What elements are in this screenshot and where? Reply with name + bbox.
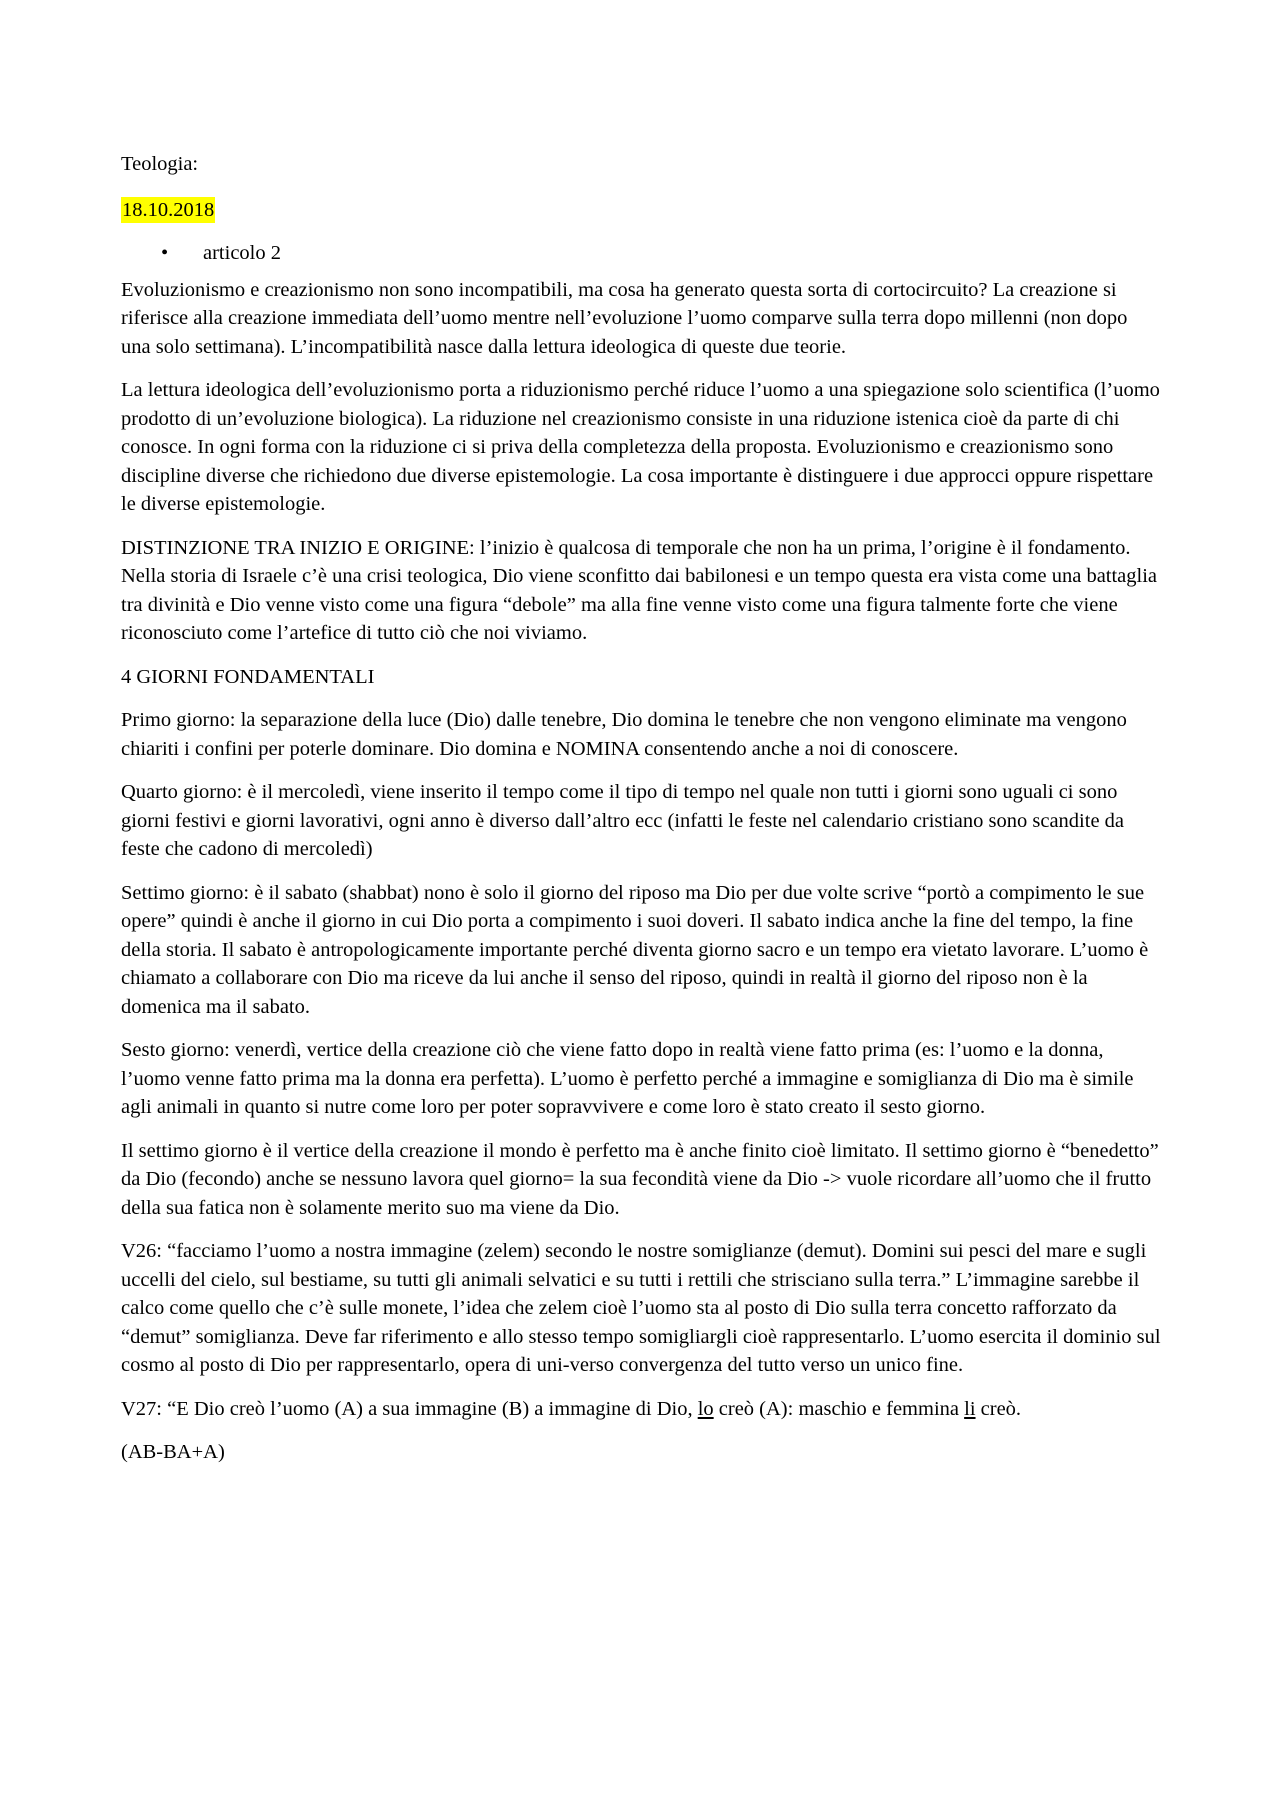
- bullet-list: [121, 239, 1161, 268]
- underlined-word-li: li: [964, 1397, 976, 1420]
- paragraph-evoluzionismo: Evoluzionismo e creazionismo non sono incompatibili, ma cosa ha generato questa sorta di cortocircuito? La creazione si riferisce alla creazione immediata dell’uomo mentre nell’evoluzione l’uomo comparve sulla terra dopo millenni (non dopo una solo settimana). L’incompatibilità nasce dalla lettura ideologica di queste due teorie.: [121, 278, 1128, 358]
- paragraph-vertice-creazione: Il settimo giorno è il vertice della creazione il mondo è perfetto ma è anche finito cioè limitato. Il settimo giorno è “benedetto” da Dio (fecondo) anche se nessuno lavora quel giorno= la sua fecondità viene da Dio -> vuole ricordare all’uomo che il frutto della sua fatica non è solamente merito suo ma viene da Dio.: [121, 1139, 1159, 1219]
- paragraph-lettura-ideologica: La lettura ideologica dell’evoluzionismo porta a riduzionismo perché riduce l’uomo a una spiegazione solo scientifica (l’uomo prodotto di un’evoluzione biologica). La riduzione nel creazionismo consiste in una riduzione istenica cioè da parte di chi conosce. In ogni forma con la riduzione ci si priva della completezza della proposta. Evoluzionismo e creazionismo sono discipline diverse che richiedono due diverse epistemologie. La cosa importante è distinguere i due approcci oppure rispettare le diverse epistemologie.: [121, 379, 1160, 515]
- underlined-word-lo: lo: [697, 1397, 714, 1420]
- paragraph-sesto-giorno: Sesto giorno: venerdì, vertice della creazione ciò che viene fatto dopo in realtà viene fatto prima (es: l’uomo e la donna, l’uomo venne fatto prima ma la donna era perfetta). L’uomo è perfetto perché a immagine e somiglianza di Dio ma è simile agli animali in quanto si nutre come loro per poter sopravvivere e come loro è stato creato il sesto giorno.: [121, 1039, 1134, 1118]
- v27-text-2: creò (A): maschio e femmina: [713, 1397, 965, 1420]
- document-page: [121, 150, 1161, 1482]
- section-heading-giorni: 4 GIORNI FONDAMENTALI: [121, 665, 375, 688]
- v27-text-3: creò.: [975, 1397, 1022, 1420]
- bullet-icon: •: [161, 242, 169, 264]
- highlighted-date: 18.10.2018: [122, 198, 215, 221]
- paragraph-settimo-giorno: Settimo giorno: è il sabato (shabbat) nono è solo il giorno del riposo ma Dio per due volte scrive “portò a compimento le sue opere” quindi è anche il giorno in cui Dio porta a compimento i suoi doveri. Il sabato indica anche la fine del tempo, la fine della storia. Il sabato è antropologicamente importante perché diventa giorno sacro e un tempo era vietato lavorare. L’uomo è chiamato a collaborare con Dio ma riceve da lui anche il senso del riposo, quindi in realtà il giorno del riposo non è la domenica ma il sabato.: [121, 881, 1149, 1018]
- paragraph-v27: [121, 1395, 1161, 1424]
- date-line: [121, 196, 1161, 225]
- paragraph-primo-giorno: Primo giorno: la separazione della luce (Dio) dalle tenebre, Dio domina le tenebre che non vengono eliminate ma vengono chiariti i confini per poterle dominare. Dio domina e NOMINA consentendo anche a noi di conoscere.: [121, 709, 1127, 760]
- paragraph-v26: V26: “facciamo l’uomo a nostra immagine (zelem) secondo le nostre somiglianze (demut). Domini sui pesci del mare e sugli uccelli del cielo, sul bestiame, su tutti gli animali selvatici e su tutti i rettili che strisciano sulla terra.” L’immagine sarebbe il calco come quello che c’è sulle monete, l’idea che zelem cioè l’uomo sta al posto di Dio sulla terra concetto rafforzato da “demut” somiglianza. Deve far riferimento e allo stesso tempo somigliargli cioè rappresentarlo. L’uomo esercita il dominio sul cosmo al posto di Dio per rappresentarlo, opera di uni-verso convergenza del tutto verso un unico fine.: [121, 1240, 1161, 1376]
- document-title: Teologia:: [121, 153, 199, 175]
- list-item: [121, 239, 1161, 268]
- list-item-text: articolo 2: [203, 242, 281, 264]
- paragraph-quarto-giorno: Quarto giorno: è il mercoledì, viene inserito il tempo come il tipo di tempo nel quale non tutti i giorni sono uguali ci sono giorni festivi e giorni lavorativi, ogni anno è diverso dall’altro ecc (infatti le feste nel calendario cristiano sono scandite da feste che cadono di mercoledì): [121, 781, 1125, 860]
- paragraph-inizio-origine: DISTINZIONE TRA INIZIO E ORIGINE: l’inizio è qualcosa di temporale che non ha un prima, l’origine è il fondamento. Nella storia di Israele c’è una crisi teologica, Dio viene sconfitto dai babilonesi e un tempo questa era vista come una battaglia tra divinità e Dio venne visto come una figura “debole” ma alla fine venne visto come una figura talmente forte che viene riconosciuto come l’artefice di tutto ciò che noi viviamo.: [121, 536, 1158, 644]
- formula-line: (AB-BA+A): [121, 1441, 225, 1463]
- v27-text-1: V27: “E Dio creò l’uomo (A) a sua immagine (B) a immagine di Dio,: [121, 1397, 698, 1420]
